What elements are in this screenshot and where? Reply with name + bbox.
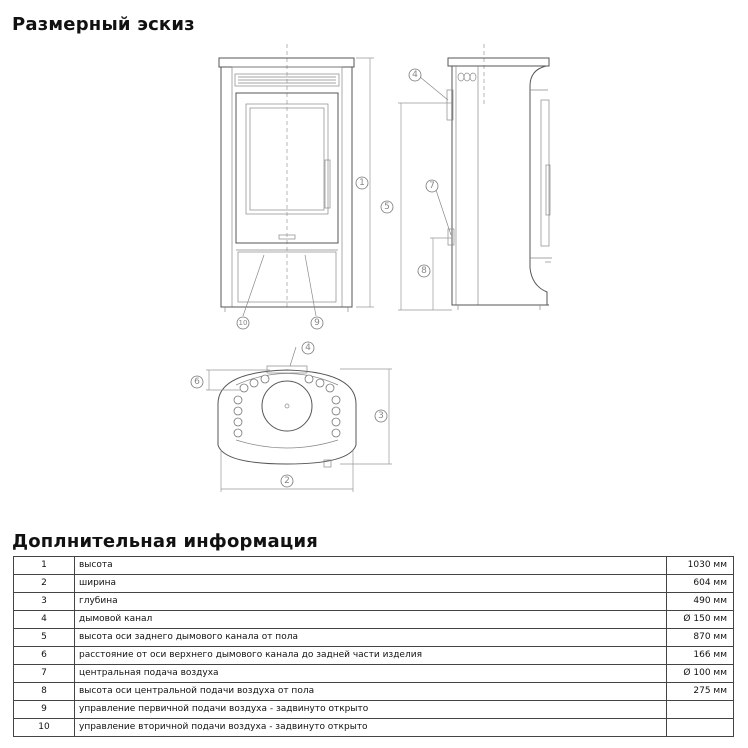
row-number: 3: [14, 593, 75, 611]
row-value: [667, 701, 734, 719]
table-row: [14, 701, 734, 719]
row-label: дымовой канал: [75, 611, 667, 629]
spec-table-body: [14, 557, 734, 737]
row-number: 8: [14, 683, 75, 701]
callout-8: [418, 265, 430, 277]
table-row: [14, 611, 734, 629]
table-row: [14, 683, 734, 701]
svg-text:1: 1: [359, 178, 365, 188]
row-label: глубина: [75, 593, 667, 611]
row-label: расстояние от оси верхнего дымового канала до задней части изделия: [75, 647, 667, 665]
row-value: Ø 100 мм: [667, 665, 734, 683]
row-number: 2: [14, 575, 75, 593]
spec-table: [13, 556, 734, 737]
svg-text:7: 7: [429, 181, 435, 191]
row-number: 6: [14, 647, 75, 665]
row-label: управление вторичной подачи воздуха - задвинуто открыто: [75, 719, 667, 737]
row-label: высота оси заднего дымового канала от пола: [75, 629, 667, 647]
row-label: ширина: [75, 575, 667, 593]
row-value: 490 мм: [667, 593, 734, 611]
svg-text:4: 4: [305, 343, 311, 353]
row-value: [667, 719, 734, 737]
top-view: [206, 347, 392, 492]
table-row: [14, 719, 734, 737]
table-row: [14, 575, 734, 593]
callout-7: [426, 180, 438, 192]
sketch-title: Размерный эскиз: [12, 14, 195, 35]
svg-text:8: 8: [421, 266, 427, 276]
callout-4-top: [302, 342, 314, 354]
row-number: 10: [14, 719, 75, 737]
callout-9: [311, 317, 323, 329]
row-number: 4: [14, 611, 75, 629]
row-label: центральная подача воздуха: [75, 665, 667, 683]
table-row: [14, 665, 734, 683]
table-row: [14, 629, 734, 647]
callout-5: [381, 201, 393, 213]
table-row: [14, 647, 734, 665]
row-value: 1030 мм: [667, 557, 734, 575]
row-label: управление первичной подачи воздуха - задвинуто открыто: [75, 701, 667, 719]
row-value: 870 мм: [667, 629, 734, 647]
row-number: 1: [14, 557, 75, 575]
svg-text:6: 6: [194, 377, 200, 387]
row-label: высота: [75, 557, 667, 575]
row-value: 604 мм: [667, 575, 734, 593]
svg-text:3: 3: [378, 411, 384, 421]
table-row: [14, 593, 734, 611]
callout-2: [281, 475, 293, 487]
row-number: 5: [14, 629, 75, 647]
info-title: Доплнительная информация: [12, 531, 319, 552]
callout-1: [356, 177, 368, 189]
row-number: 9: [14, 701, 75, 719]
callout-10: [237, 317, 249, 329]
svg-text:2: 2: [284, 476, 290, 486]
front-view: [219, 44, 374, 316]
callout-4-side: [409, 69, 421, 81]
table-row: [14, 557, 734, 575]
row-value: 275 мм: [667, 683, 734, 701]
svg-text:9: 9: [314, 318, 320, 328]
svg-text:10: 10: [238, 319, 248, 327]
row-number: 7: [14, 665, 75, 683]
svg-text:4: 4: [412, 70, 418, 80]
row-label: высота оси центральной подачи воздуха от пола: [75, 683, 667, 701]
callout-6: [191, 376, 203, 388]
svg-text:5: 5: [384, 202, 390, 212]
row-value: Ø 150 мм: [667, 611, 734, 629]
row-value: 166 мм: [667, 647, 734, 665]
air-holes: [234, 375, 340, 437]
callout-3: [375, 410, 387, 422]
